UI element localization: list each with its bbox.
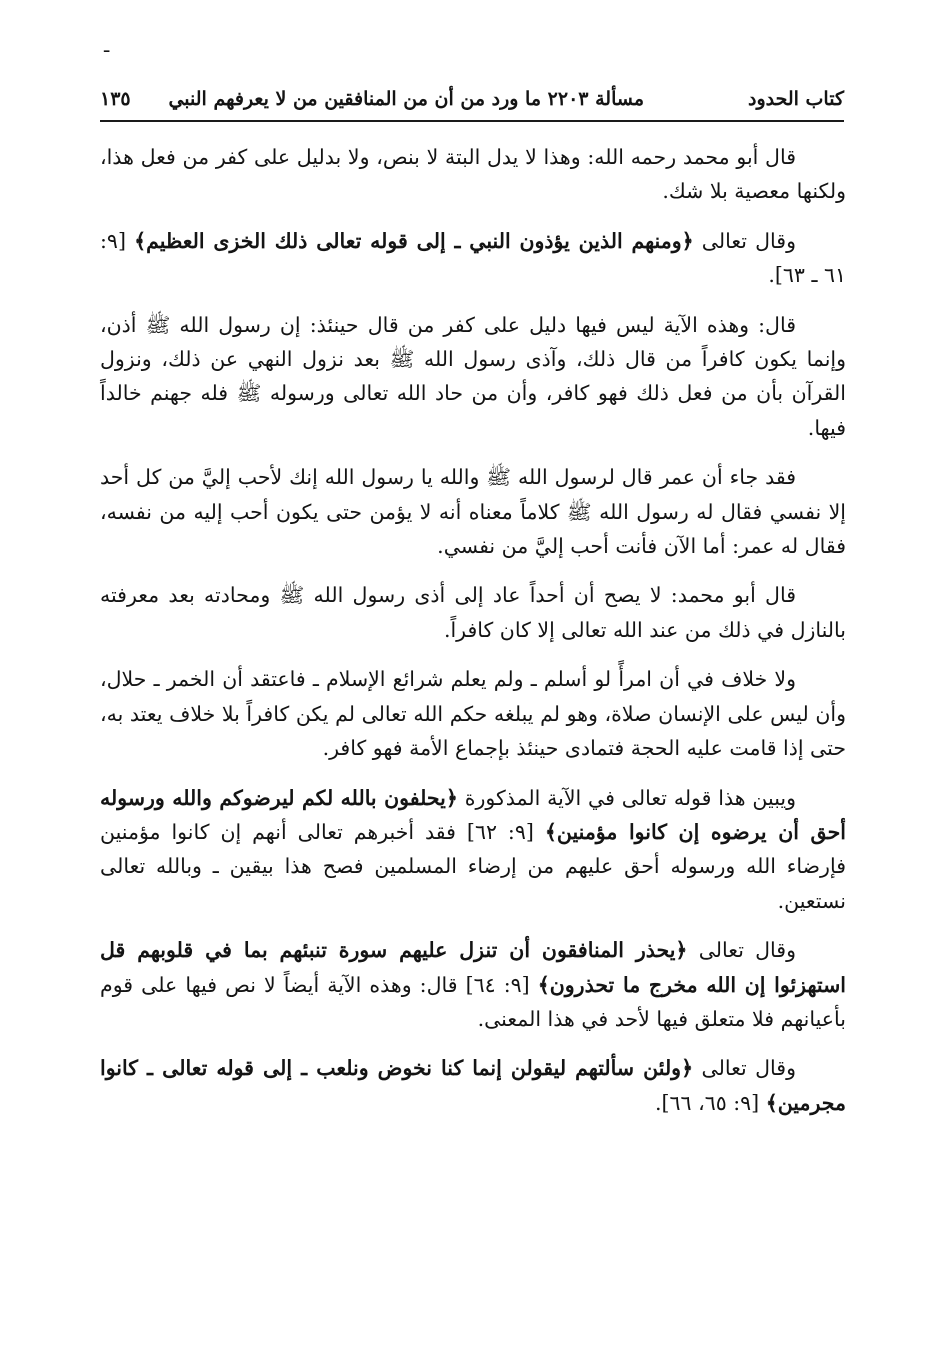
- quran-verse: ﴿يحذر المنافقون أن تنزل عليهم سورة تنبئهم بما في قلوبهم قل استهزئوا إن الله مخرج ما تحذرون﴾: [100, 938, 846, 997]
- text-run: قال أبو محمد: لا يصح أن أحداً عاد إلى أذى رسول الله ﷺ ومحادته بعد معرفته بالنازل في ذلك من عند الله تعالى إلا كان كافراً.: [100, 583, 846, 642]
- paragraph: [100, 662, 846, 765]
- paragraph: [100, 781, 846, 919]
- paragraph: [100, 140, 846, 209]
- text-run: فقد جاء أن عمر قال لرسول الله ﷺ والله يا رسول الله إنك لأحب إليَّ من كل أحد إلا نفسي فقال له رسول الله ﷺ كلاماً معناه أنه لا يؤمن حتى يكون أحب إليه من نفسه، فقال له عمر: أما الآن فأنت أحب إليَّ من نفسي.: [100, 465, 846, 559]
- text-run: ولا خلاف في أن امرأً لو أسلم ـ ولم يعلم شرائع الإسلام ـ فاعتقد أن الخمر ـ حلال، وأن ليس على الإنسان صلاة، وهو لم يبلغه حكم الله تعالى لم يكن كافراً بلا خلاف يعتد به، حتى إذا قامت عليه الحجة فتمادى حينئذ بإجماع الأمة فهو كافر.: [100, 667, 846, 761]
- text-run: وقال تعالى: [693, 228, 797, 253]
- paragraph: [100, 308, 846, 446]
- paragraph: [100, 933, 846, 1036]
- paragraph: [100, 224, 846, 293]
- text-run: ويبين هذا قوله تعالى في الآية المذكورة: [457, 785, 797, 810]
- chapter-title: مسألة ٢٢٠٣ ما ورد من أن من المنافقين من لا يعرفهم النبي: [168, 88, 644, 110]
- page-number: ١٣٥: [100, 88, 131, 110]
- quran-verse: ﴿يحلفون بالله لكم ليرضوكم والله ورسوله أحق أن يرضوه إن كانوا مؤمنين﴾: [100, 785, 846, 844]
- paragraph: [100, 1051, 846, 1120]
- margin-mark: ـ: [104, 36, 110, 57]
- text-run: [٩: ٦٤] قال: وهذه الآية أيضاً لا نص فيها على قوم بأعيانهم فلا متعلق فيها لأحد في هذا المعنى.: [100, 972, 846, 1031]
- page-body: [100, 140, 846, 1120]
- text-run: وقال تعالى: [693, 1056, 796, 1081]
- text-run: قال: وهذه الآية ليس فيها دليل على كفر من قال حينئذ: إن رسول الله ﷺ أذن، وإنما يكون كافراً من قال ذلك، وآذى رسول الله ﷺ بعد نزول النهي عن ذلك، ونزول القرآن بأن من فعل ذلك فهو كافر، وأن من حاد الله تعالى ورسوله ﷺ فله جهنم خالداً فيها.: [100, 312, 846, 440]
- text-run: وقال تعالى: [687, 938, 797, 963]
- text-run: [٩: ٦٢] فقد أخبرهم تعالى أنهم إن كانوا مؤمنين فإرضاء الله ورسوله أحق عليهم من إرضاء المسلمين فصح هذا بيقين ـ وبالله تعالى نستعين.: [100, 819, 846, 913]
- paragraph: [100, 460, 846, 563]
- quran-verse: ﴿ومنهم الذين يؤذون النبي ـ إلى قوله تعالى ذلك الخزى العظيم﴾: [134, 228, 694, 253]
- verse-reference: [٩: ٦١ ـ ٦٣].: [100, 228, 846, 288]
- paragraph: [100, 578, 846, 647]
- running-header: [100, 84, 844, 122]
- verse-reference: [٩: ٦٥، ٦٦].: [655, 1090, 766, 1115]
- text-run: قال أبو محمد رحمه الله: وهذا لا يدل البتة لا بنص، ولا بدليل على كفر من فعل هذا، ولكنها معصية بلا شك.: [100, 145, 846, 204]
- book-title: كتاب الحدود: [747, 88, 844, 110]
- quran-verse: ﴿ولئن سألتهم ليقولن إنما كنا نخوض ونلعب ـ إلى قوله تعالى ـ كانوا مجرمين﴾: [100, 1056, 846, 1115]
